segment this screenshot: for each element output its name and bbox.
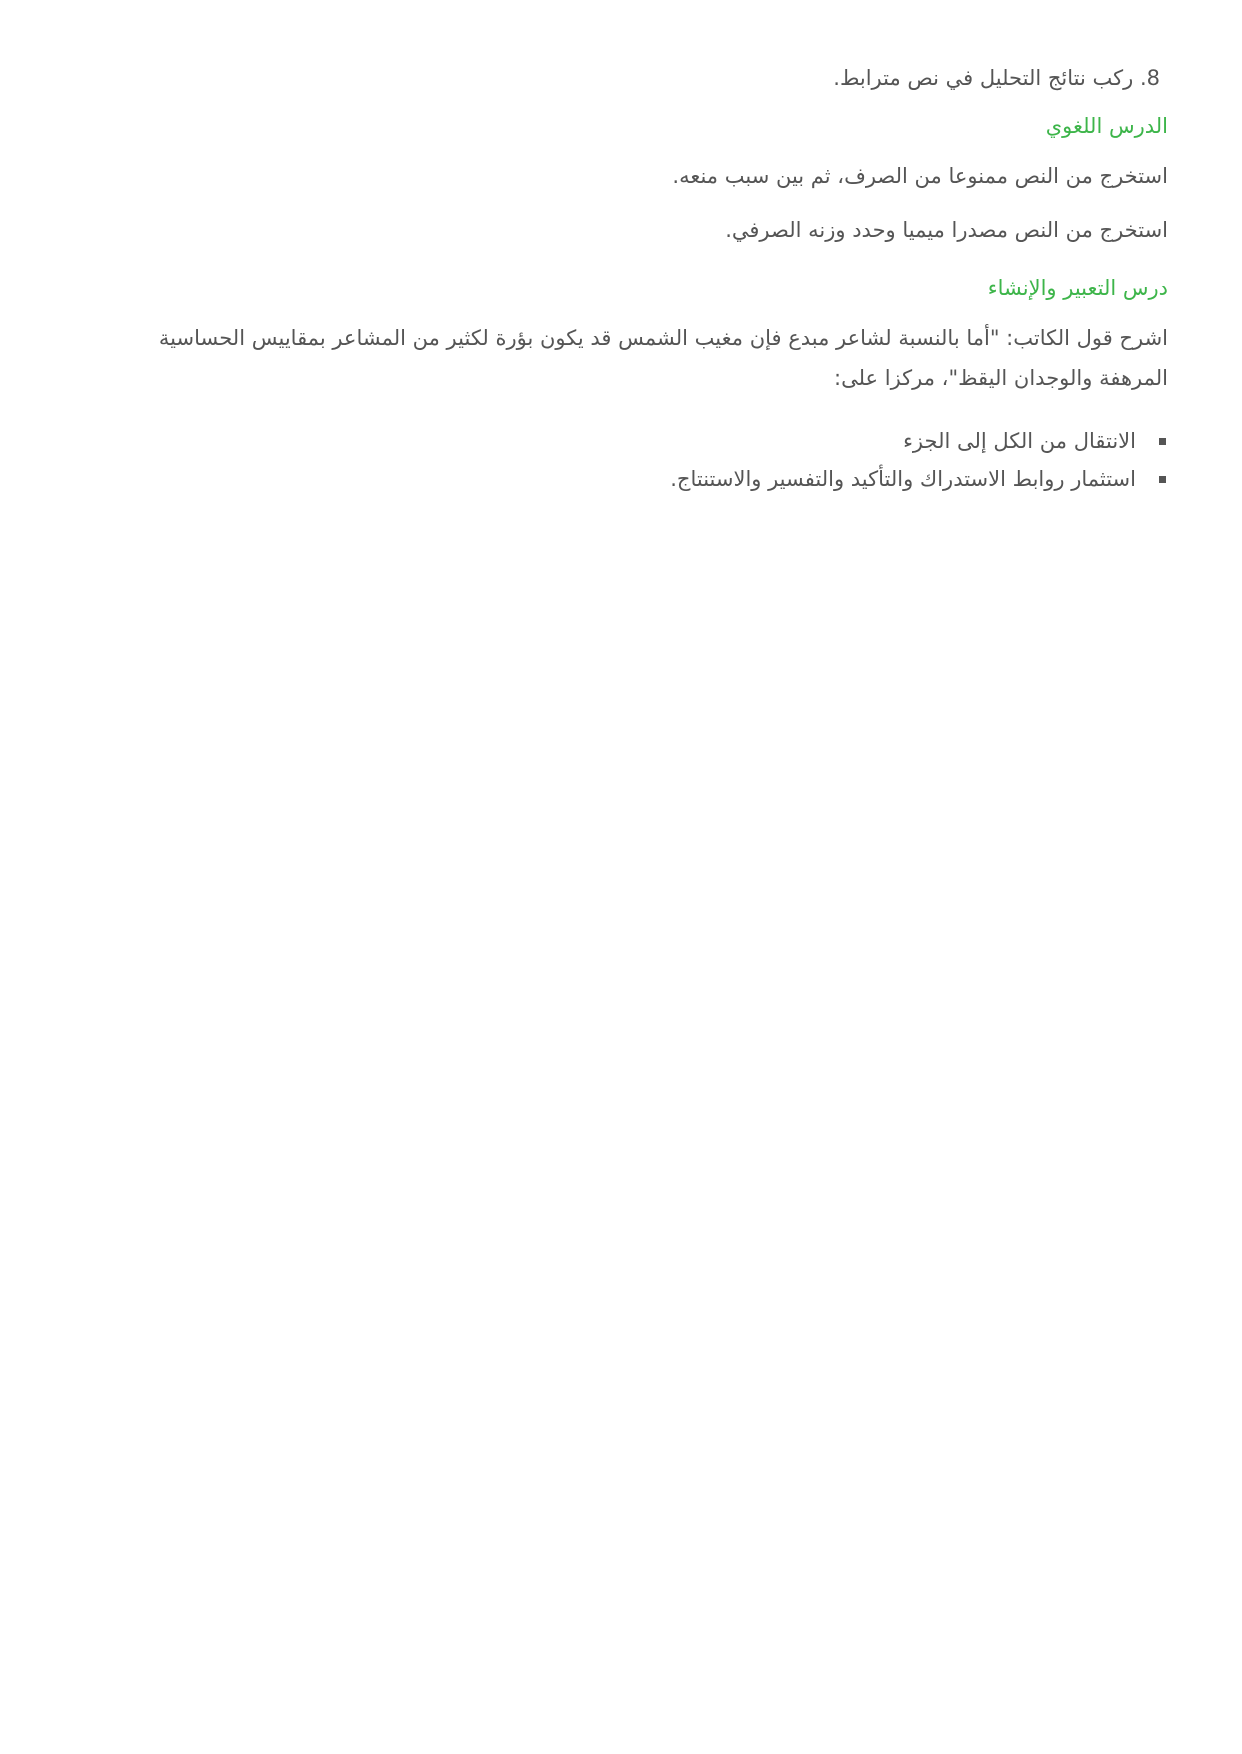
square-bullet-icon [1159, 438, 1166, 445]
square-bullet-icon [1159, 476, 1166, 483]
list-item-text: الانتقال من الكل إلى الجزء [903, 429, 1136, 453]
numbered-item-8: 8. ركب نتائج التحليل في نص مترابط. [833, 66, 1160, 90]
list-item [148, 422, 1168, 460]
section-heading-language-lesson: الدرس اللغوي [1045, 114, 1168, 138]
document-content [148, 58, 1168, 498]
language-question-1: استخرج من النص ممنوعا من الصرف، ثم بين سبب منعه. [672, 164, 1168, 188]
list-item-text: استثمار روابط الاستدراك والتأكيد والتفسير والاستنتاج. [670, 467, 1136, 491]
list-item [148, 460, 1168, 498]
language-question-2: استخرج من النص مصدرا ميميا وحدد وزنه الصرفي. [725, 218, 1168, 242]
expression-prompt: اشرح قول الكاتب: "أما بالنسبة لشاعر مبدع فإن مغيب الشمس قد يكون بؤرة لكثير من المشاعر بمقاييس الحساسية المرهفة والوجدان اليقظ"، مركزا على: [158, 326, 1168, 390]
expression-bullet-list [148, 422, 1168, 498]
section-heading-expression-lesson: درس التعبير والإنشاء [987, 276, 1168, 300]
